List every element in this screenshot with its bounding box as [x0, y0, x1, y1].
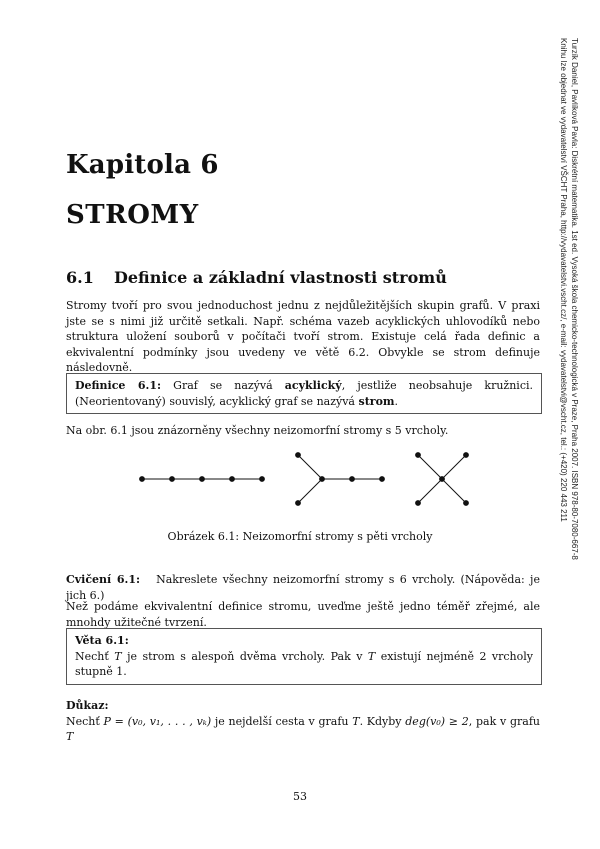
proof-path-expression: P = (v₀, v₁, . . . , vₖ) — [103, 714, 212, 728]
side-note-line-1: Turzík Daniel, Pavlíková Pavla: Diskrétní matematika. 1st ed. Vysoká škola chemicko-technologická v Praze, Praha 2007. ISBN 978-80-7080-667-8 — [570, 38, 579, 560]
theorem-var-t: T — [114, 649, 122, 663]
theorem-label: Věta 6.1: — [75, 634, 129, 647]
tree-fork — [296, 453, 385, 506]
theorem-text-b: je strom s alespoň dvěma vrcholy. Pak v — [121, 649, 368, 663]
definition-term-acyclic: acyklický — [284, 379, 342, 392]
chapter-label: Kapitola 6 — [66, 150, 219, 180]
side-note-line-2: Knihu lze objednat ve vydavatelství VŠCHT Praha, http://vydavatelstvi.vscht.cz/, e-mail: vydavatelstvi@vscht.cz, tel.: (+420) 220 443 211 — [559, 38, 568, 522]
proof-text-b: je nejdelší cesta v grafu — [211, 714, 353, 728]
proof-label: Důkaz: — [66, 699, 109, 712]
page-number: 53 — [293, 790, 307, 803]
trees-figure — [0, 420, 600, 520]
chapter-title: STROMY — [66, 200, 199, 230]
theorem-text-a: Nechť — [75, 649, 115, 663]
exercise-text: Nakreslete všechny neizomorfní stromy s 6 vrcholy. (Nápověda: je jich 6.) — [66, 573, 540, 602]
proof-text-a: Nechť — [66, 714, 104, 728]
definition-text-c: . — [394, 394, 399, 408]
proof-degree-expression: deg(v₀) ≥ 2 — [405, 714, 469, 728]
section-number: 6.1 — [66, 268, 94, 287]
tree-path — [140, 477, 265, 482]
proof-text-d: , pak v grafu — [468, 714, 540, 728]
definition-text-a: Graf se nazývá — [161, 379, 285, 392]
proof-text — [66, 714, 540, 745]
proof — [66, 698, 540, 745]
section-title: Definice a základní vlastnosti stromů — [114, 268, 447, 287]
proof-text-c: . Kdyby — [359, 714, 406, 728]
section-heading — [66, 268, 447, 287]
definition-text-b: , jestliže neobsahuje kružnici. (Neorientovaný) souvislý, acyklický graf se nazývá — [75, 379, 534, 408]
pre-theorem-paragraph: Než podáme ekvivalentní definice stromu, uveďme ještě jedno téměř zřejmé, ale mnohdy užitečné tvrzení. — [66, 600, 540, 629]
figure-caption: Obrázek 6.1: Neizomorfní stromy s pěti vrcholy — [167, 530, 433, 543]
definition-box — [66, 373, 542, 414]
intro-paragraph: Stromy tvoří pro svou jednoduchost jednu z nejdůležitějších skupin grafů. V praxi jste se s nimi již určitě setkali. Např. schéma vazeb acyklických uhlovodíků nebo struktura uložení souborů v počítači tvoří strom. Existuje celá řada definic a ekvivalentní podmínky jsou uvedeny ve větě 6.2. Obvykle se strom definuje následovně. — [66, 299, 540, 374]
theorem-statement — [75, 649, 533, 680]
definition-label: Definice 6.1: — [75, 379, 162, 392]
definition-term-tree: strom — [358, 394, 395, 408]
theorem-text-c: existují nejméně 2 vrcholy stupně 1. — [75, 649, 533, 678]
theorem-var-t: T — [367, 649, 376, 663]
theorem-box — [66, 628, 542, 685]
proof-var-t: T — [352, 714, 360, 728]
figure-intro-paragraph: Na obr. 6.1 jsou znázorněny všechny neizomorfní stromy s 5 vrcholy. — [66, 424, 449, 437]
exercise-label: Cvičení 6.1: — [66, 573, 141, 586]
proof-var-t: T — [66, 730, 74, 743]
tree-star — [416, 453, 469, 506]
